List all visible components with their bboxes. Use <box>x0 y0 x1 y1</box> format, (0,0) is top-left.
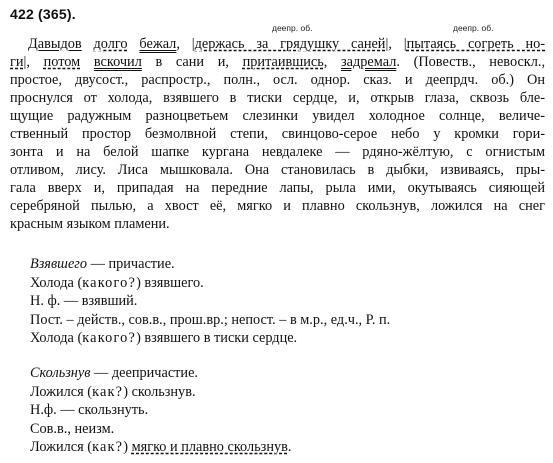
paragraph-line: щущие радужным разноцветьем слезинки увидел холодное солнце, величе- <box>10 108 545 124</box>
annotation-participial-phrase-1: деепр. об. <box>272 23 313 33</box>
analyzed-word: Взявшего <box>30 256 88 272</box>
annotation-participial-phrase-2: деепр. об. <box>453 23 494 33</box>
paragraph-line: Давыдов долго бежал, |держась за грядушку саней|, |пытаясь согреть но- <box>28 36 546 52</box>
exercise-number: 422 (365). <box>10 6 76 22</box>
participial-phrase: держась за грядушку саней <box>194 36 386 52</box>
gerund-analysis: Скользнув — деепричастие. Ложился (как?) скользнув. Н.ф. — скользнуть. Сов.в., неизм. Ложился (как?) мягко и плавно скользнув. <box>30 365 292 455</box>
paragraph-line: гала вверх и, припадая на передние лапы, рыла ими, окутываясь сияющей <box>10 180 545 196</box>
subject-word: Давыдов <box>28 36 82 52</box>
predicate-word: вскочил <box>93 54 142 70</box>
paragraph-line: отливом, лису. Лиса мышковала. Она становилась в дыбки, извиваясь, пры- <box>10 162 545 178</box>
paragraph-line: ги|, потом вскочил в сани и, притаившись, задремал. (Повеств., невоскл., <box>10 54 546 70</box>
predicate-word: задремал <box>341 54 397 70</box>
analyzed-word: Скользнув <box>30 365 91 381</box>
paragraph-line: проснулся от холода, взявшего в тиски сердце, и, открыв глаза, сквозь бле- <box>10 90 545 106</box>
question-text: как? <box>92 383 124 400</box>
adverbial-word: притаившись <box>242 54 324 70</box>
predicate-word: бежал <box>139 36 177 52</box>
participle-analysis: Взявшего — причастие. Холода (какого?) взявшего. Н. ф. — взявший. Пост. – действ., сов.в., прош.вр.; непост. – в м.р., ед.ч., Р. п. Холода (какого?) взявшего в тиски сердце. <box>30 256 391 346</box>
main-paragraph <box>10 35 545 233</box>
participial-phrase: мягко и плавно скользнув <box>131 439 288 455</box>
question-text: какого? <box>82 330 137 346</box>
adverbial-word: долго <box>93 36 128 52</box>
participial-phrase: пытаясь согреть но- <box>406 36 546 52</box>
question-text: как? <box>92 439 124 455</box>
adverbial-word: потом <box>43 54 81 70</box>
paragraph-line: серебряной пылью, а хвост её, мягко и плавно скользнув, ложился на снег <box>10 198 545 214</box>
paragraph-line: зонта и на белой шапке кургана невдалеке — рдяно-жёлтую, с огнистым <box>10 144 545 160</box>
question-text: какого? <box>82 274 137 291</box>
paragraph-line: простое, двусост., распростр., полн., осл. однор. сказ. и деепрдч. об.) Он <box>10 72 545 88</box>
paragraph-line: ственный простор безмолвной степи, свинцово-серое небо у кромки гори- <box>10 126 545 142</box>
paragraph-line: красным языком пламени. <box>10 216 170 232</box>
